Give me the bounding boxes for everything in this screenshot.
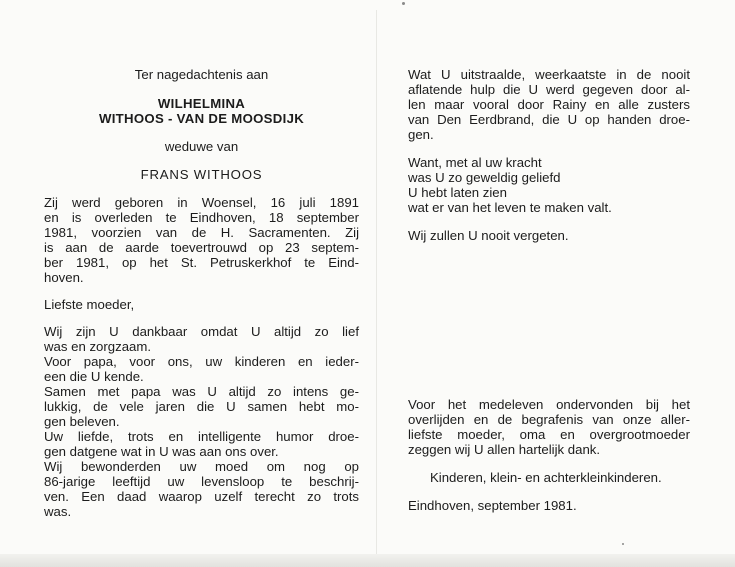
thanks-line: zeggen wij U allen hartelijk dank.: [408, 442, 601, 457]
message-line: Voor papa, voor ons, uw kinderen en ieder-: [44, 354, 359, 369]
bio-line: is aan de aarde toevertrouwd op 23 septem-: [44, 240, 359, 255]
message-line: was.: [44, 504, 72, 519]
memorial-header: Ter nagedachtenis aan: [134, 67, 269, 82]
tribute-line: gen.: [408, 127, 434, 142]
widow-of-label: weduwe van: [164, 139, 239, 154]
verse-line: Want, met al uw kracht: [408, 155, 542, 170]
verse-line: wat er van het leven te maken valt.: [408, 200, 612, 215]
message-line: Samen met papa was U altijd zo intens ge-: [44, 384, 359, 399]
promise-line: Wij zullen U nooit vergeten.: [408, 228, 569, 243]
tribute-line: len maar vooral door Rainy en alle zusters: [408, 97, 690, 112]
verse-line: U hebt laten zien: [408, 185, 507, 200]
husband-name: FRANS WITHOOS: [140, 167, 263, 182]
bio-line: Zij werd geboren in Woensel, 16 juli 1891: [44, 195, 359, 210]
card-bottom-edge: [0, 554, 735, 567]
thanks-line: Voor het medeleven ondervonden bij het: [408, 397, 690, 412]
message-line: een die U kende.: [44, 369, 144, 384]
thanks-line: overlijden en de begrafenis van onze aller-: [408, 412, 690, 427]
tribute-line: aflatende hulp die U werd gegeven door al-: [408, 82, 690, 97]
message-line: Uw liefde, trots en intelligente humor droe-: [44, 429, 359, 444]
paper-speck: [622, 543, 624, 545]
place-date: Eindhoven, september 1981.: [408, 498, 577, 513]
thanks-line: liefste moeder, oma en overgrootmoeder: [408, 427, 690, 442]
message-line: Wij bewonderden uw moed om nog op: [44, 459, 359, 474]
deceased-first-name: WILHELMINA: [157, 96, 246, 111]
bio-line: en is overleden te Eindhoven, 18 september: [44, 210, 359, 225]
message-line: ven. Een daad waarop uzelf terecht zo trots: [44, 489, 359, 504]
verse-line: was U zo geweldig geliefd: [408, 170, 561, 185]
message-line: gen datgene wat in U was aan ons over.: [44, 444, 279, 459]
card-fold: [376, 10, 377, 555]
bio-line: 1981, voorzien van de H. Sacramenten. Zij: [44, 225, 359, 240]
greeting: Liefste moeder,: [44, 297, 135, 312]
message-line: gen beleven.: [44, 414, 120, 429]
tribute-line: Wat U uitstraalde, weerkaatste in de nooit: [408, 67, 690, 82]
signature: Kinderen, klein- en achterkleinkinderen.: [430, 470, 662, 485]
bio-line: ber 1981, op het St. Petruskerkhof te Eind-: [44, 255, 359, 270]
message-line: was en zorgzaam.: [44, 339, 152, 354]
bio-line: hoven.: [44, 270, 84, 285]
tribute-line: van Den Eerdbrand, die U op handen droe-: [408, 112, 690, 127]
paper-speck: [402, 2, 405, 5]
message-line: lukkig, de vele jaren die U samen hebt mo-: [44, 399, 359, 414]
deceased-surname: WITHOOS - VAN DE MOOSDIJK: [98, 111, 305, 126]
message-line: 86-jarige leeftijd uw levensloop te beschrij-: [44, 474, 359, 489]
message-line: Wij zijn U dankbaar omdat U altijd zo lief: [44, 324, 359, 339]
